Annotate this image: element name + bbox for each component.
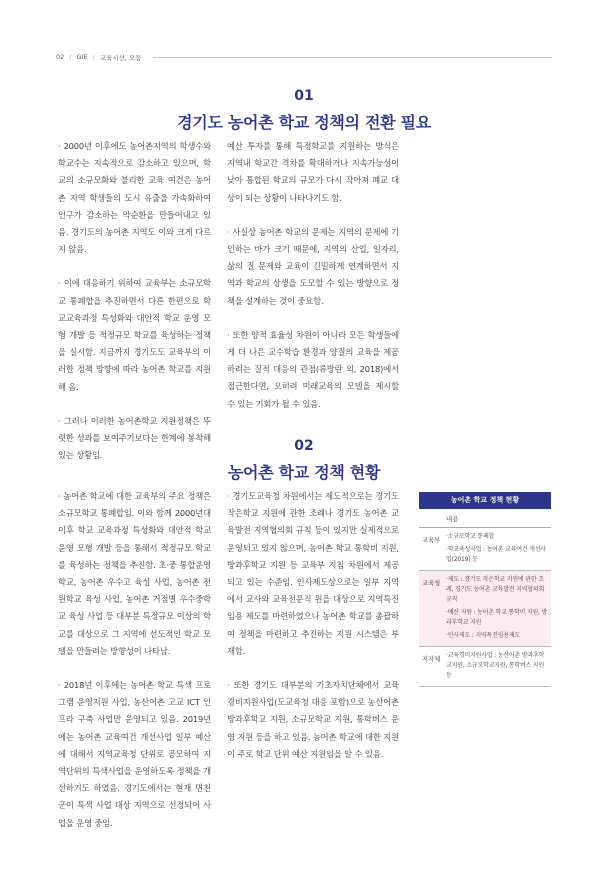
row-item: ·소규모학교 통폐합	[446, 533, 495, 540]
header-brand: GIE	[76, 53, 88, 61]
page-number: 02	[56, 53, 65, 61]
section-1-right-column	[227, 138, 399, 413]
paragraph: · 또한 양적 효율성 차원이 아니라 모든 학생들에게 더 나은 교수학습 환경과 양질의 교육을 제공하려는 질적 대응의 관점(류방란 외, 2018)에서 접근한다면, 오히려 미래교육의 모델을 제시할 수 있는 기회가 될 수 있음.	[227, 329, 399, 409]
paragraph: · 농어촌 학교에 대한 교육부의 주요 정책은 소규모학교 통폐합임. 이와 함께 2000년대 이후 학교 교육과정 특성화와 대안적 학교 운영 모형 개발 등을 통해서 적정규모 학교를 육성하는 정책을 추진함. 초·중 통합운영학교, 농어촌 우수고 육성 사업, 농어촌 전원학교 육성 사업, 농어촌 거점별 우수중학교 육성 사업 등 대부분 특정규모 이상의 학교를 대상으로 그 지역에 선도적인 학교 모델을 만들려는 방향성이 나타남.	[58, 491, 211, 656]
row-item: ·예산 지원 : 농어촌 학교 통학비 지원, 방과후학교 지원	[446, 609, 548, 626]
panel-row-ministry	[419, 528, 551, 571]
section-2-number: 02	[294, 438, 314, 454]
paragraph: · 경기도교육청 차원에서는 제도적으로는 경기도 작은학교 지원에 관한 조례나 경기도 농어촌 교육발전 지역협의회 규칙 등이 있지만 실제적으로 운영되고 있지 않으며, 농어촌 학교 통학비 지원, 방과후학교 지원 등 교육부 지침 차원에서 제공되고 있는 수준임. 인사제도상으로는 일부 지역에서 교사와 교육전문직 원을 대상으로 지역특진임용 제도를 마련하였으나 농어촌 학교를 총괄하여 정책을 마련하고 추진하는 지원 시스템은 부재함.	[227, 491, 399, 656]
panel-column-header: 내용	[419, 509, 551, 528]
section-2-left-column	[58, 488, 211, 832]
row-item: ·제도 : 경기도 작은학교 지원에 관한 조례, 경기도 농어촌 교육발전 지역협의회 규칙	[446, 576, 545, 603]
paragraph: · 2018년 이후에는 농어촌 학교 특색 프로그램 운영지원 사업, 농산어촌 고교 ICT 인프라 구축 사업만 운영되고 있음. 2019년에는 농어촌 교육여건 개선사업 일부 예산에 대해서 지역교육청 단위로 공모하여 지역단위의 특색사업을 운영하도록 정책을 개선하기도 하였음. 경기도에서는 현재 면천군이 특색 사업 대상 지역으로 선정되어 사업을 운영 중임.	[58, 680, 211, 828]
panel-row-local-gov	[419, 647, 551, 687]
header-section: 교육시선, 모둠	[99, 53, 142, 62]
row-item: ·교육경비지원사업 : 농산어촌 방과후학교지원, 소규모학교지원, 통학버스 지원 등	[446, 652, 545, 679]
paragraph: · 사실상 농어촌 학교의 문제는 지역의 문제에 기인하는 바가 크기 때문에, 지역의 산업, 일자리, 삶의 질 문제와 교육이 긴밀하게 연계하면서 지역과 학교의 상생을 도모할 수 있는 방향으로 정책을 설계하는 것이 중요함.	[227, 226, 399, 306]
section-1-title: 경기도 농어촌 학교 정책의 전환 필요	[177, 113, 431, 132]
header-rule	[153, 57, 552, 58]
section-2-right-column	[227, 488, 399, 763]
header-separator: /	[69, 53, 72, 61]
paragraph: · 이에 대응하기 위하여 교육부는 소규모학교 통폐합을 추진하면서 다른 한편으로 학교교육과정 특성화와 대안적 학교 운영 모형 개발 등 적정규모 학교를 육성하는 정책을 실시함. 지금까지 경기도도 교육부의 이러한 정책 방향에 따라 농어촌 학교를 지원해 옴.	[58, 278, 211, 392]
paragraph: · 또한 경기도 대부분의 기초자치단체에서 교육경비지원사업(도교육청 대응 포함)으로 농산어촌 방과후학교 지원, 소규모학교 지원, 통학버스 운영 지원 등을 하고 있음. 농어촌 학교에 대한 지원이 주로 학교 단위 예산 지원임을 알 수 있음.	[227, 680, 399, 759]
paragraph: 예산 투자를 통해 특정학교를 지원하는 방식은 지역내 학교간 격차를 확대하거나 지속가능성이 낮아 통합된 학교의 규모가 다시 작아져 폐교 대상이 되는 상황이 나타나기도 함.	[227, 141, 399, 203]
row-label: 교육부	[422, 537, 441, 544]
panel-row-office	[419, 571, 551, 647]
paragraph: · 2000년 이후에도 농어촌지역의 학생수와 학교수는 지속적으로 감소하고 있으며, 학교의 소규모화와 불리한 교육 여건은 농어촌 지역 학생들의 도시 유출을 가속화하여 인구가 감소하는 악순환을 만들어내고 있음. 경기도의 농어촌 지역도 이와 크게 다르지 않음.	[58, 141, 211, 255]
row-label: 교육청	[422, 580, 441, 587]
header-separator: /	[92, 53, 95, 61]
section-2-title: 농어촌 학교 정책 현황	[227, 463, 381, 482]
row-item: ·학교육성사업 : 농어촌 교육여건 개선사업(2019) 등	[446, 546, 546, 563]
row-label: 지자체	[422, 656, 441, 663]
panel-title: 농어촌 학교 정책 현황	[419, 492, 551, 509]
paragraph: · 그러나 이러한 농어촌학교 지원정책은 뚜렷한 성과를 보여주기보다는 한계에 봉착해 있는 상황임.	[58, 415, 211, 461]
page-header	[56, 50, 552, 64]
section-1-number: 01	[294, 88, 314, 104]
policy-status-panel	[419, 492, 551, 687]
row-item: ·인사제도 : 지역특진임용제도	[446, 632, 521, 639]
section-1-left-column	[58, 138, 211, 464]
